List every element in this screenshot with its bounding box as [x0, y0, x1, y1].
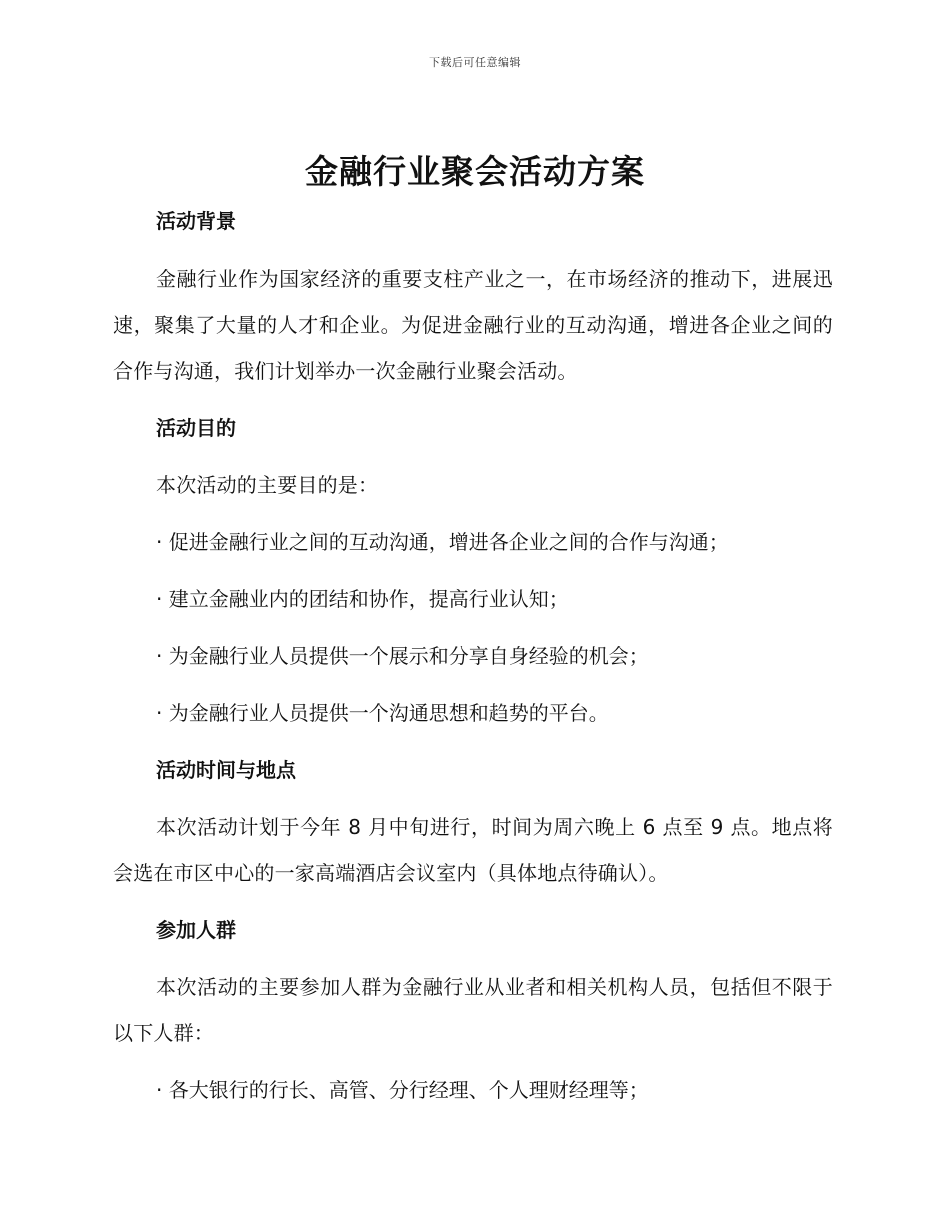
list-item: · 为金融行业人员提供一个展示和分享自身经验的机会； [156, 644, 649, 668]
section-heading-participants: 参加人群 [156, 918, 236, 942]
list-item: · 建立金融业内的团结和协作，提高行业认知； [156, 587, 569, 611]
header-note: 下载后可任意编辑 [429, 56, 521, 69]
time-place-paragraph: 本次活动计划于今年 8 月中旬进行，时间为周六晚上 6 点至 9 点。地点将会选在市区中心的一家高端酒店会议室内（具体地点待确认）。 [113, 815, 833, 885]
section-heading-time-place: 活动时间与地点 [156, 758, 296, 782]
list-item: · 各大银行的行长、高管、分行经理、个人理财经理等； [156, 1078, 649, 1102]
document-body [113, 198, 833, 1113]
background-paragraph: 金融行业作为国家经济的重要支柱产业之一，在市场经济的推动下，进展迅速，聚集了大量的人才和企业。为促进金融行业的互动沟通，增进各企业之间的合作与沟通，我们计划举办一次金融行业聚会活动。 [113, 267, 833, 383]
participants-paragraph: 本次活动的主要参加人群为金融行业从业者和相关机构人员，包括但不限于以下人群： [113, 975, 833, 1045]
section-heading-background: 活动背景 [156, 209, 236, 233]
purpose-intro: 本次活动的主要目的是： [156, 473, 379, 497]
list-item: · 为金融行业人员提供一个沟通思想和趋势的平台。 [156, 701, 609, 725]
list-item: · 促进金融行业之间的互动沟通，增进各企业之间的合作与沟通； [156, 530, 729, 554]
document-title: 金融行业聚会活动方案 [305, 152, 645, 191]
section-heading-purpose: 活动目的 [156, 416, 236, 440]
